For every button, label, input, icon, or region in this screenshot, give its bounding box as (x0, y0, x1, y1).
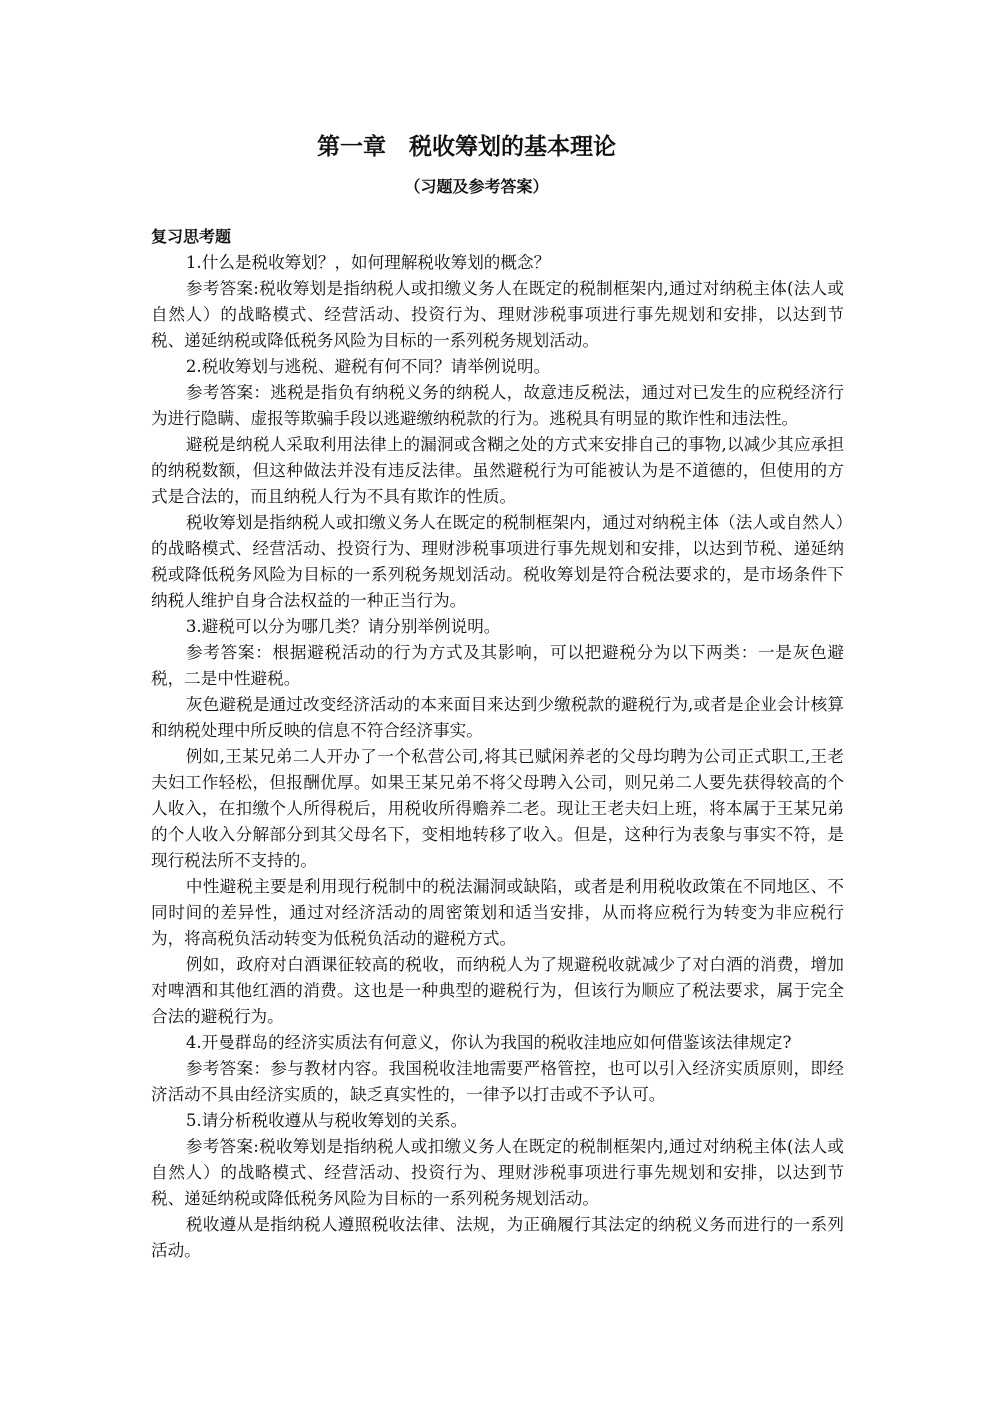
answer-3-paragraph: 例如,王某兄弟二人开办了一个私营公司,将其已赋闲养老的父母均聘为公司正式职工,王老夫妇工作轻松，但报酬优厚。如果王某兄弟不将父母聘入公司，则兄弟二人要先获得较高的个人收入，在扣缴个人所得税后，用税收所得赡养二老。现让王老夫妇上班，将本属于王某兄弟的个人收入分解部分到其父母名下，变相地转移了收入。但是，这种行为表象与事实不符，是现行税法所不支持的。 (151, 747, 844, 870)
answer-2-paragraph: 避税是纳税人采取利用法律上的漏洞或含糊之处的方式来安排自己的事物,以减少其应承担的纳税数额，但这种做法并没有违反法律。虽然避税行为可能被认为是不道德的，但使用的方式是合法的，而且纳税人行为不具有欺诈的性质。 (151, 435, 844, 506)
answer-3-paragraph: 例如，政府对白酒课征较高的税收，而纳税人为了规避税收就减少了对白酒的消费，增加对啤酒和其他红酒的消费。这也是一种典型的避税行为，但该行为顺应了税法要求，属于完全合法的避税行为。 (151, 955, 844, 1026)
question-1: 1.什么是税收筹划？，如何理解税收筹划的概念？ (185, 253, 551, 272)
answer-3-paragraph: 参考答案：根据避税活动的行为方式及其影响，可以把避税分为以下两类：一是灰色避税，二是中性避税。 (151, 643, 844, 688)
answer-1: 参考答案:税收筹划是指纳税人或扣缴义务人在既定的税制框架内,通过对纳税主体(法人或自然人）的战略模式、经营活动、投资行为、理财涉税事项进行事先规划和安排，以达到节税、递延纳税或降低税务风险为目标的一系列税务规划活动。 (151, 279, 844, 350)
chapter-subtitle: （习题及参考答案） (404, 177, 549, 196)
question-4: 4.开曼群岛的经济实质法有何意义，你认为我国的税收洼地应如何借鉴该法律规定? (185, 1033, 792, 1052)
question-3: 3.避税可以分为哪几类？请分别举例说明。 (185, 617, 501, 636)
question-5: 5.请分析税收遵从与税收筹划的关系。 (185, 1111, 468, 1130)
section-heading: 复习思考题 (151, 227, 232, 246)
answer-5-paragraph: 参考答案:税收筹划是指纳税人或扣缴义务人在既定的税制框架内,通过对纳税主体(法人或自然人）的战略模式、经营活动、投资行为、理财涉税事项进行事先规划和安排，以达到节税、递延纳税或降低税务风险为目标的一系列税务规划活动。 (151, 1137, 844, 1208)
answer-2-paragraph: 参考答案：逃税是指负有纳税义务的纳税人，故意违反税法，通过对已发生的应税经济行为进行隐瞒、虚报等欺骗手段以逃避缴纳税款的行为。逃税具有明显的欺诈性和违法性。 (151, 383, 844, 428)
chapter-title: 第一章 税收筹划的基本理论 (317, 134, 616, 160)
answer-4: 参考答案：参与教材内容。我国税收洼地需要严格管控，也可以引入经济实质原则，即经济活动不具由经济实质的，缺乏真实性的，一律予以打击或不予认可。 (151, 1059, 844, 1104)
answer-5-paragraph: 税收遵从是指纳税人遵照税收法律、法规，为正确履行其法定的纳税义务而进行的一系列活动。 (151, 1215, 844, 1260)
answer-3-paragraph: 中性避税主要是利用现行税制中的税法漏洞或缺陷，或者是利用税收政策在不同地区、不同时间的差异性，通过对经济活动的周密策划和适当安排，从而将应税行为转变为非应税行为，将高税负活动转变为低税负活动的避税方式。 (151, 877, 844, 948)
question-2: 2.税收筹划与逃税、避税有何不同？请举例说明。 (185, 357, 551, 376)
answer-2-paragraph: 税收筹划是指纳税人或扣缴义务人在既定的税制框架内，通过对纳税主体（法人或自然人）的战略模式、经营活动、投资行为、理财涉税事项进行事先规划和安排，以达到节税、递延纳税或降低税务风险为目标的一系列税务规划活动。税收筹划是符合税法要求的，是市场条件下纳税人维护自身合法权益的一种正当行为。 (151, 513, 844, 610)
document-body (151, 224, 844, 1264)
answer-3-paragraph: 灰色避税是通过改变经济活动的本来面目来达到少缴税款的避税行为,或者是企业会计核算和纳税处理中所反映的信息不符合经济事实。 (151, 695, 844, 740)
